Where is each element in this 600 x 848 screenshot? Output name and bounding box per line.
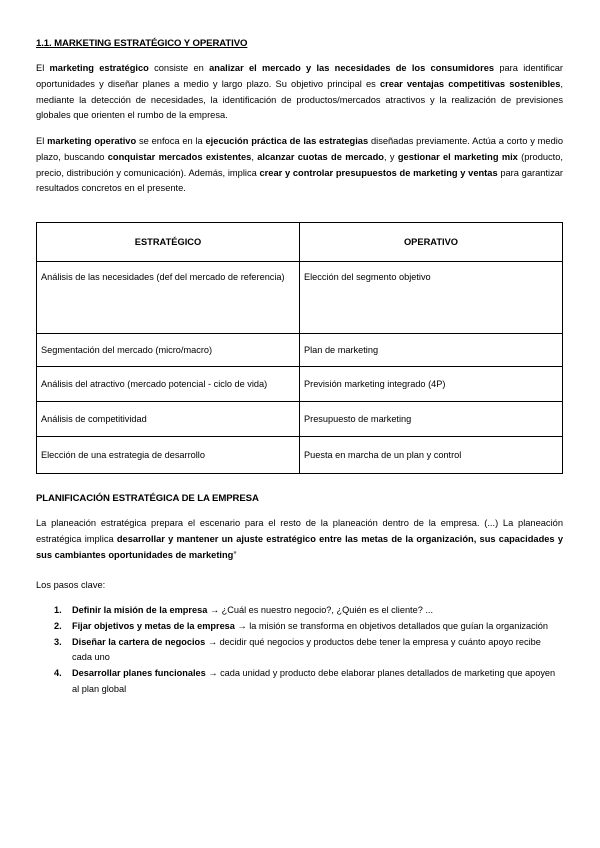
bold-text: gestionar el marketing mix bbox=[397, 151, 518, 162]
step-label: Desarrollar planes funcionales bbox=[72, 668, 206, 679]
text-run: para identificar oportunidades y diseñar planes a medio y largo plazo. Su objetivo principal es bbox=[36, 63, 564, 89]
bold-text: desarrollar y mantener un ajuste estratégico entre las metas de la organización, sus capacidades y sus cambiantes oportunidades de marketing bbox=[36, 533, 563, 560]
table-cell: Puesta en marcha de un plan y control bbox=[300, 437, 563, 474]
step-label: Diseñar la cartera de negocios bbox=[72, 636, 206, 647]
table-cell: Análisis de competitividad bbox=[37, 402, 300, 437]
table-header-strategic: ESTRATÉGICO bbox=[37, 223, 300, 262]
steps-list bbox=[36, 603, 563, 698]
list-item bbox=[36, 666, 563, 698]
table-header-operative: OPERATIVO bbox=[300, 223, 563, 262]
text-run: diseñadas previamente. Actúa a corto y medio plazo, buscando bbox=[36, 136, 563, 162]
text-run: , bbox=[251, 151, 258, 162]
table-cell: Análisis de las necesidades (def del mercado de referencia) bbox=[37, 262, 300, 334]
step-text: → la misión se transforma en objetivos detallados que guían la organización bbox=[234, 620, 548, 631]
bold-text: ejecución práctica de las estrategias bbox=[205, 136, 369, 146]
section-title-planning: PLANIFICACIÓN ESTRATÉGICA DE LA EMPRESA bbox=[36, 493, 259, 504]
text-run: consiste en bbox=[148, 63, 210, 73]
text-run: ” bbox=[233, 549, 237, 560]
paragraph-operative bbox=[36, 134, 563, 197]
table-cell: Previsión marketing integrado (4P) bbox=[300, 367, 563, 402]
step-text: → ¿Cuál es nuestro negocio?, ¿Quién es el cliente? ... bbox=[207, 605, 434, 615]
table-row bbox=[37, 367, 563, 402]
table-row bbox=[37, 437, 563, 474]
table-row bbox=[37, 402, 563, 437]
table-row bbox=[37, 262, 563, 334]
table-row bbox=[37, 334, 563, 367]
text-run: La planeación estratégica prepara el escenario para el resto de la planeación dentro de la empresa. (...) La planeación estratégica implica bbox=[36, 518, 563, 544]
text-run: se enfoca en la bbox=[136, 136, 206, 146]
list-item bbox=[36, 603, 563, 619]
step-text: → cada unidad y producto debe elaborar planes detallados de marketing que apoyen al plan global bbox=[72, 668, 556, 694]
table-cell: Presupuesto de marketing bbox=[300, 402, 563, 437]
table-cell: Análisis del atractivo (mercado potencial - ciclo de vida) bbox=[37, 367, 300, 402]
bold-text: alcanzar cuotas de mercado bbox=[257, 151, 384, 162]
steps-title: Los pasos clave: bbox=[36, 580, 106, 590]
list-item bbox=[36, 635, 563, 667]
bold-text: marketing estratégico bbox=[49, 63, 149, 73]
table-cell: Segmentación del mercado (micro/macro) bbox=[37, 334, 300, 367]
text-run: para garantizar resultados concretos en el presente. bbox=[36, 167, 564, 194]
bold-text: crear y controlar presupuestos de marketing y ventas bbox=[259, 167, 498, 178]
text-run: , y bbox=[383, 151, 398, 162]
text-run: El bbox=[36, 63, 50, 73]
list-item bbox=[36, 619, 563, 635]
step-label: Fijar objetivos y metas de la empresa bbox=[72, 620, 235, 631]
step-number: 3. bbox=[54, 636, 62, 647]
text-run: (producto, precio, distribución y comunicación). Además, implica bbox=[36, 151, 564, 178]
step-label: Definir la misión de la empresa bbox=[72, 605, 208, 615]
text-run: El bbox=[36, 136, 48, 146]
bold-text: analizar el mercado y las necesidades de los consumidores bbox=[209, 63, 495, 73]
bold-text: crear ventajas competitivas sostenibles bbox=[379, 78, 561, 89]
step-text: → decidir qué negocios y productos debe tener la empresa y cuánto apoyo recibe cada uno bbox=[72, 636, 541, 663]
table-cell: Elección del segmento objetivo bbox=[300, 262, 563, 334]
section-title: 1.1. MARKETING ESTRATÉGICO Y OPERATIVO bbox=[36, 38, 248, 49]
comparison-table bbox=[36, 222, 563, 474]
step-number: 2. bbox=[54, 620, 62, 631]
table-cell: Plan de marketing bbox=[300, 334, 563, 367]
bold-text: conquistar mercados existentes bbox=[107, 151, 252, 162]
step-number: 4. bbox=[54, 668, 62, 679]
paragraph-planning bbox=[36, 516, 563, 563]
table-cell: Elección de una estrategia de desarrollo bbox=[37, 437, 300, 474]
text-run: , mediante la detección de necesidades, la identificación de productos/mercados atractivos y la realización de previsiones globales que orienten el rumbo de la empresa. bbox=[36, 78, 563, 121]
bold-text: marketing operativo bbox=[47, 136, 137, 146]
paragraph-strategic bbox=[36, 61, 563, 124]
step-number: 1. bbox=[54, 605, 62, 615]
